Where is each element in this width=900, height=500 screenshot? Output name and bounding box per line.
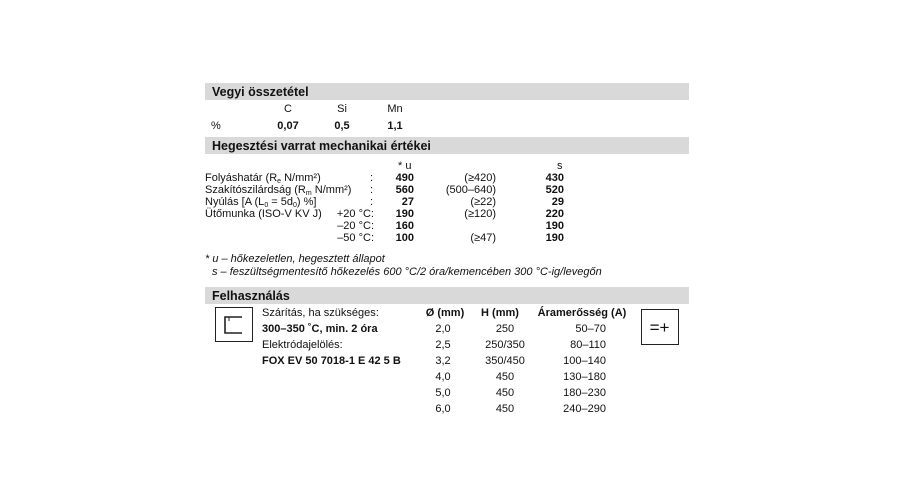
mech-row-elongation-u: 27 bbox=[401, 196, 414, 208]
mech-row-impact-u: 190 bbox=[395, 208, 414, 220]
usage-section-header bbox=[205, 287, 689, 304]
mech-row-tensile-range: (500–640) bbox=[445, 184, 496, 196]
mech-row-impact-s: 220 bbox=[545, 208, 564, 220]
mech-note-u: * u – hőkezeletlen, hegesztett állapot bbox=[205, 253, 385, 265]
chem-value-c: 0,07 bbox=[277, 120, 299, 132]
mech-row-elongation-label: Nyúlás [A $(L_0 = 5d_0)$ %] bbox=[205, 196, 317, 209]
mech-row-yield-label: Folyáshatár ($R_e$ N/mm²) bbox=[205, 172, 321, 185]
designation-value: FOX EV 50 7018-1 E 42 5 B bbox=[262, 355, 401, 367]
table-cell-diameter: 2,0 bbox=[435, 323, 451, 335]
chem-value-si: 0,5 bbox=[334, 120, 350, 132]
mech-row-impact-u: 100 bbox=[395, 232, 414, 244]
table-cell-current: 100–140 bbox=[563, 355, 606, 367]
table-cell-length: 250 bbox=[495, 323, 515, 335]
mech-row-impact-label: Ütőmunka (ISO-V KV J) bbox=[205, 208, 322, 220]
table-cell-current: 80–110 bbox=[570, 339, 606, 351]
mech-row-tensile-u: 560 bbox=[395, 184, 414, 196]
chem-element-si: Si bbox=[337, 103, 347, 115]
table-cell-length: 450 bbox=[495, 403, 515, 415]
current-header: Áramerősség (A) bbox=[537, 307, 627, 319]
table-cell-diameter: 6,0 bbox=[435, 403, 451, 415]
mech-row-impact-range: (≥120) bbox=[464, 208, 496, 220]
mech-row-impact-temp: +20 °C: bbox=[336, 208, 374, 220]
diameter-header: Ø (mm) bbox=[425, 307, 465, 319]
chem-row-label: % bbox=[211, 120, 221, 132]
table-cell-length: 250/350 bbox=[485, 339, 525, 351]
polarity-symbol: =+ bbox=[649, 318, 670, 337]
length-header: H (mm) bbox=[481, 307, 519, 319]
chem-element-c: C bbox=[284, 103, 292, 115]
mech-row-yield-s: 430 bbox=[545, 172, 564, 184]
table-cell-diameter: 2,5 bbox=[435, 339, 451, 351]
mech-row-impact-temp: –20 °C: bbox=[337, 220, 374, 232]
drying-label: Szárítás, ha szükséges: bbox=[262, 307, 379, 319]
designation-label: Elektródajelölés: bbox=[262, 339, 343, 351]
table-cell-diameter: 5,0 bbox=[435, 387, 451, 399]
mech-row-tensile-s: 520 bbox=[545, 184, 564, 196]
mech-section-title: Hegesztési varrat mechanikai értékei bbox=[212, 139, 431, 153]
mech-row-yield-u: 490 bbox=[395, 172, 414, 184]
chem-section-header bbox=[205, 83, 689, 100]
mech-section-header bbox=[205, 137, 689, 154]
drying-value: 300–350 ˚C, min. 2 óra bbox=[262, 323, 378, 335]
mech-row-elongation-s: 29 bbox=[551, 196, 564, 208]
mech-note-s: s – feszültségmentesítő hőkezelés 600 °C/2 óra/kemencében 300 °C-ig/levegőn bbox=[212, 266, 602, 278]
welding-position-icon bbox=[215, 307, 253, 342]
table-cell-diameter: 4,0 bbox=[435, 371, 451, 383]
table-cell-current: 180–230 bbox=[563, 387, 606, 399]
mech-row-yield-range: (≥420) bbox=[464, 172, 496, 184]
mech-row-impact-temp: –50 °C: bbox=[337, 232, 374, 244]
table-cell-current: 50–70 bbox=[575, 323, 606, 335]
mech-row-colon: : bbox=[370, 196, 374, 208]
mech-row-tensile-label: Szakítószilárdság ($R_m$ N/mm²) bbox=[205, 184, 352, 197]
chem-element-mn: Mn bbox=[387, 103, 403, 115]
mech-row-impact-u: 160 bbox=[395, 220, 414, 232]
table-cell-length: 450 bbox=[495, 387, 515, 399]
mech-col-u-header: * u bbox=[398, 160, 412, 172]
table-cell-current: 240–290 bbox=[563, 403, 606, 415]
table-cell-current: 130–180 bbox=[563, 371, 606, 383]
mech-row-colon: : bbox=[370, 184, 374, 196]
polarity-icon bbox=[641, 309, 679, 345]
usage-section-title: Felhasználás bbox=[212, 289, 290, 303]
mech-row-elongation-range: (≥22) bbox=[470, 196, 496, 208]
mech-row-impact-s: 190 bbox=[545, 232, 564, 244]
chem-value-mn: 1,1 bbox=[387, 120, 403, 132]
table-cell-length: 350/450 bbox=[485, 355, 525, 367]
mech-col-s-header: s bbox=[557, 160, 563, 172]
table-cell-diameter: 3,2 bbox=[435, 355, 451, 367]
table-cell-length: 450 bbox=[495, 371, 515, 383]
mech-row-impact-range: (≥47) bbox=[470, 232, 496, 244]
mech-row-impact-s: 190 bbox=[545, 220, 564, 232]
chem-section-title: Vegyi összetétel bbox=[212, 85, 309, 99]
mech-row-colon: : bbox=[370, 172, 374, 184]
